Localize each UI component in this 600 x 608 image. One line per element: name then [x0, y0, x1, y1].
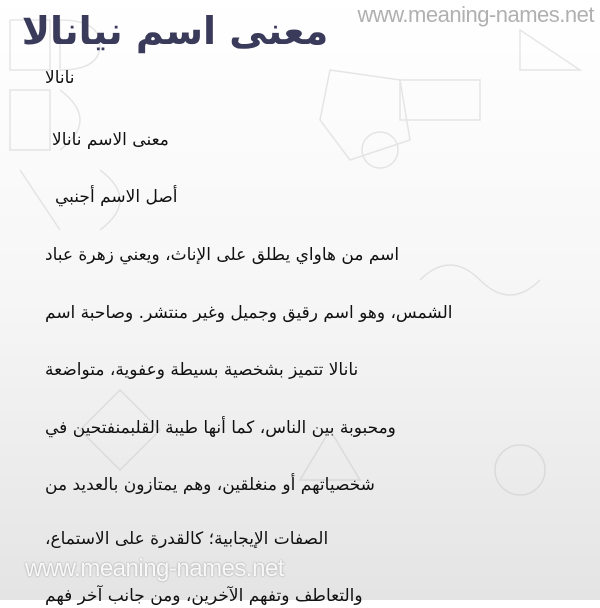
doodle-shape [320, 70, 410, 160]
doodle-shape [420, 265, 540, 295]
meaning-paragraph-line: ومحبوبة بين الناس، كما أنها طيبة القلبمنفتحين في [45, 418, 396, 438]
meaning-paragraph-line: شخصياتهم أو منغلقين، وهم يمتازون بالعديد من [45, 475, 375, 495]
doodle-shape [362, 132, 398, 168]
name-text: نانالا [45, 68, 75, 88]
watermark-top: www.meaning-names.net [357, 2, 594, 27]
page-title: معنى اسم نيانالا [21, 9, 329, 53]
doodle-shape [400, 80, 480, 120]
meaning-paragraph-line: الشمس، وهو اسم رقيق وجميل وغير منتشر. وصاحبة اسم [45, 303, 453, 323]
meaning-paragraph-line: اسم من هاواي يطلق على الإناث، ويعني زهرة عباد [45, 245, 400, 265]
doodle-shape [520, 30, 580, 70]
meaning-paragraph-line: نانالا تتميز بشخصية بسيطة وعفوية، متواضعة [45, 360, 359, 380]
name-origin: أصل الاسم أجنبي [55, 187, 178, 207]
meaning-paragraph-line: والتعاطف وتفهم الآخرين، ومن جانب آخر فهم [45, 586, 363, 606]
watermark-bottom: www.meaning-names.net [25, 555, 284, 582]
doodle-shape [495, 445, 545, 495]
meaning-paragraph-line: الصفات الإيجابية؛ كالقدرة على الاستماع، [45, 529, 329, 549]
name-meaning-heading: معنى الاسم نانالا [52, 130, 169, 150]
